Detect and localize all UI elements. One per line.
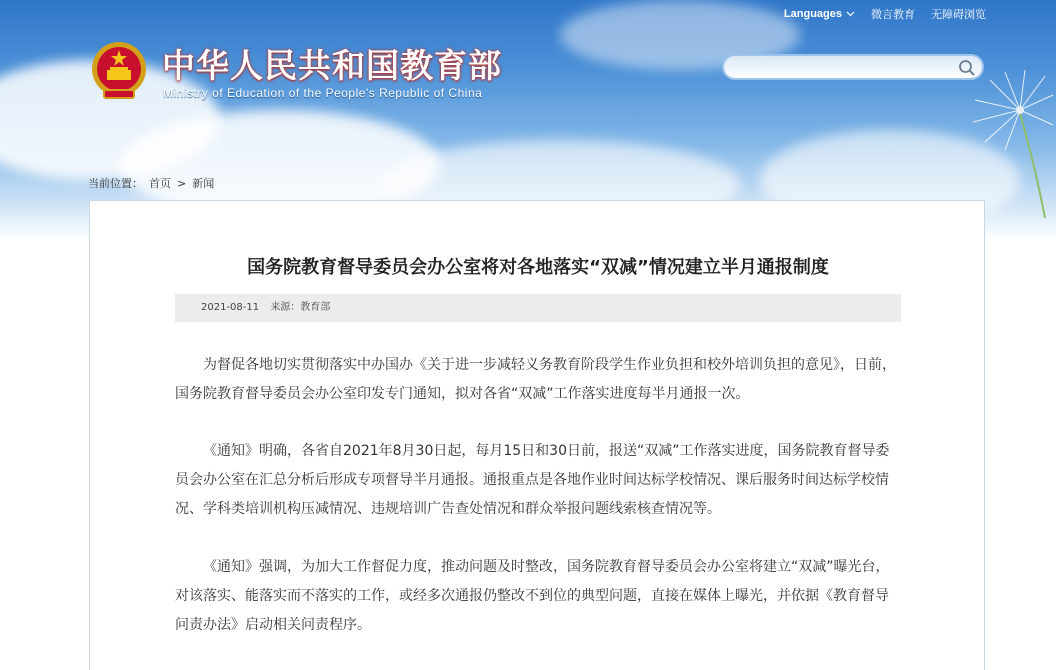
site-title[interactable]: 中华人民共和国教育部 xyxy=(162,46,502,85)
top-links xyxy=(784,6,986,22)
weibo-link[interactable]: 微言教育 xyxy=(871,8,915,21)
article-title: 国务院教育督导委员会办公室将对各地落实“双减”情况建立半月通报制度 xyxy=(247,257,829,278)
breadcrumb-prefix: 当前位置： xyxy=(88,177,143,190)
national-emblem-icon xyxy=(90,40,148,102)
article-container xyxy=(89,200,985,670)
breadcrumb-home-link[interactable]: 首页 xyxy=(149,177,171,190)
article-source: 来源：教育部 xyxy=(270,302,331,313)
article-paragraph: 为督促各地切实贯彻落实中办国办《关于进一步减轻义务教育阶段学生作业负担和校外培训负担的意见》，日前，国务院教育督导委员会办公室印发专门通知，拟对各省“双减”工作落实进度每半月通报一次。 xyxy=(175,357,896,402)
article-meta-bar xyxy=(175,294,901,322)
breadcrumb xyxy=(88,175,214,191)
article-paragraph: 《通知》明确，各省自2021年8月30日起，每月15日和30日前，报送“双减”工作落实进度，国务院教育督导委员会办公室在汇总分析后形成专项督导半月通报。通报重点是各地作业时间达标学校情况、课后服务时间达标学校情况、学科类培训机构压减情况、违规培训广告查处情况和群众举报问题线索核查情况等。 xyxy=(175,443,890,517)
chevron-down-icon xyxy=(846,11,855,17)
breadcrumb-current-link[interactable]: 新闻 xyxy=(192,177,215,190)
dandelion-decoration-icon xyxy=(945,70,1055,220)
languages-menu[interactable] xyxy=(784,8,855,20)
article-date: 2021-08-11 xyxy=(201,302,260,313)
article-paragraph: 《通知》强调，为加大工作督促力度，推动问题及时整改，国务院教育督导委员会办公室将建立“双减”曝光台，对该落实、能落实而不落实的工作，或经多次通报仍整改不到位的典型问题，直接在媒体上曝光，并依据《教育督导问责办法》启动相关问责程序。 xyxy=(175,559,890,633)
site-subtitle: Ministry of Education of the People's Republic of China xyxy=(163,86,483,100)
accessibility-link[interactable]: 无障碍浏览 xyxy=(931,8,986,21)
breadcrumb-separator: > xyxy=(177,176,187,190)
languages-label: Languages xyxy=(783,8,842,20)
